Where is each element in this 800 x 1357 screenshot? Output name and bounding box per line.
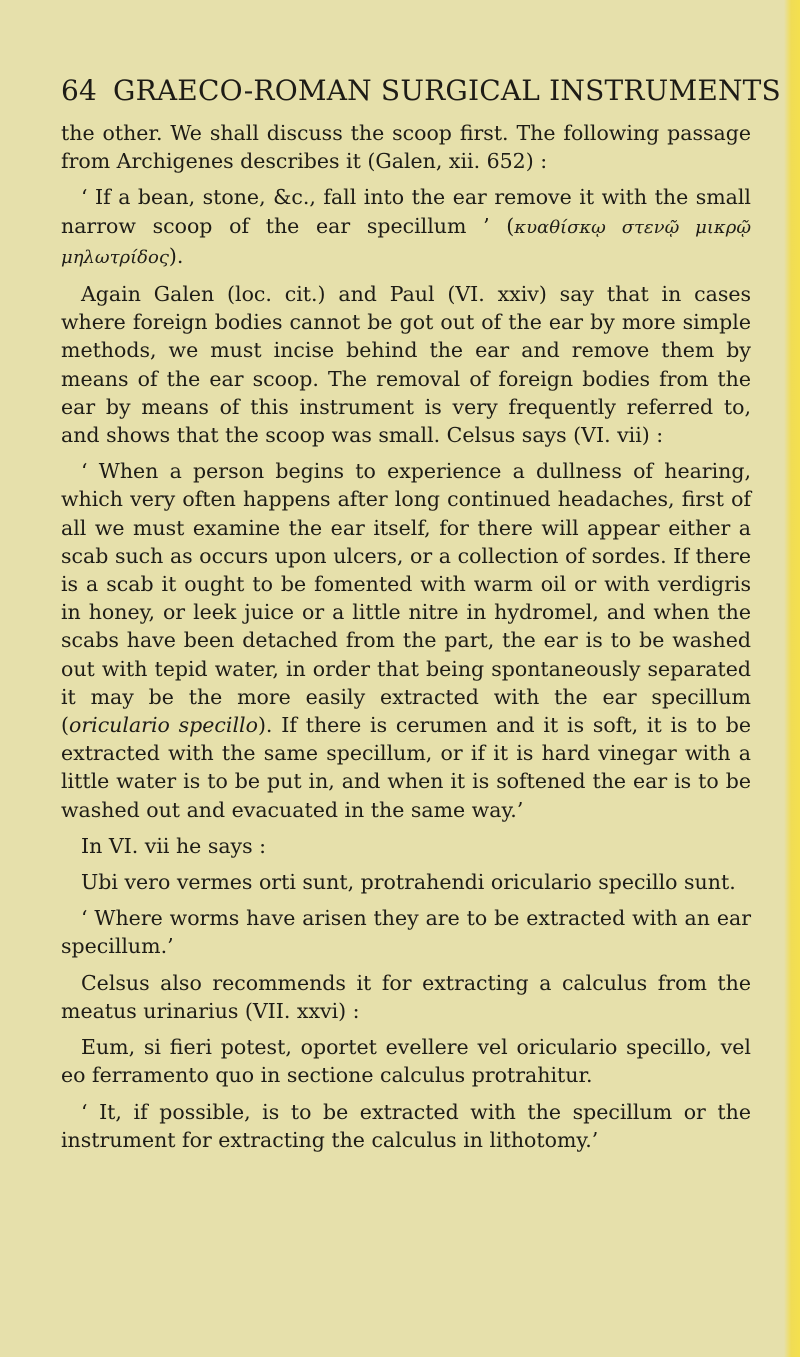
paragraph-latin-calculus: Eum, si fieri potest, oportet evellere vel oriculario specillo, vel eo ferramento quo in sectione calculus protrahitur. [61, 1035, 751, 1088]
running-title: GRAECO-ROMAN SURGICAL INSTRUMENTS [113, 74, 781, 107]
page-edge [784, 0, 800, 1357]
quote-text: ‘ If a bean, stone, &c., fall into the ear remove it with the small narrow scoop of the ear specillum ’ ( [61, 185, 751, 238]
book-page [61, 74, 781, 1162]
paragraph-calculus: Celsus also recommends it for extracting a calculus from the meatus urinarius (VII. xxvi) : [61, 970, 751, 1023]
latin-term: oriculario specillo [69, 713, 258, 738]
paragraph-reference: In VI. vii he says : [81, 833, 267, 858]
paragraph-celsus-quote [61, 457, 751, 824]
quote-text-end: ). [168, 243, 184, 268]
body-text [61, 119, 751, 1154]
quote-text-end: ). If there is cerumen and it is soft, it is to be extracted with the same specillum, or if it is hard vinegar with a little water is to be put in, and when it is softened the ear is to be washed out and evacuated in the same way.’ [61, 713, 751, 822]
paragraph-archigenes-quote [61, 183, 751, 272]
paragraph-latin-worms: Ubi vero vermes orti sunt, protrahendi oriculario specillo sunt. [81, 870, 736, 895]
greek-phrase: κυαθίσκῳ στενῷ μικρῷ μηλωτρίδος [61, 216, 751, 268]
page-number: 64 [61, 74, 98, 107]
paragraph-continuation: the other. We shall discuss the scoop first. The following passage from Archigenes describes it (Galen, xii. 652) : [61, 121, 751, 174]
paragraph-translation-worms: ‘ Where worms have arisen they are to be extracted with an ear specillum.’ [61, 906, 751, 959]
running-head [61, 74, 781, 107]
quote-text: ‘ When a person begins to experience a dullness of hearing, which very often happens after long continued headaches, first of all we must examine the ear itself, for there will appear either a scab such as occurs upon ulcers, or a collection of sordes. If there is a scab it ought to be fomented with warm oil or with verdigris in honey, or leek juice or a little nitre in hydromel, and when the scabs have been detached from the part, the ear is to be washed out with tepid water, in order that being spontaneously separated it may be the more easily extracted with the ear specillum ( [61, 459, 751, 738]
paragraph-galen-paul: Again Galen (loc. cit.) and Paul (VI. xxiv) say that in cases where foreign bodies cannot be got out of the ear by more simple methods, we must incise behind the ear and remove them by means of the ear scoop. The removal of foreign bodies from the ear by means of this instrument is very frequently referred to, and shows that the scoop was small. Celsus says (VI. vii) : [61, 282, 751, 448]
paragraph-translation-calculus: ‘ It, if possible, is to be extracted with the specillum or the instrument for extracting the calculus in lithotomy.’ [61, 1099, 751, 1152]
